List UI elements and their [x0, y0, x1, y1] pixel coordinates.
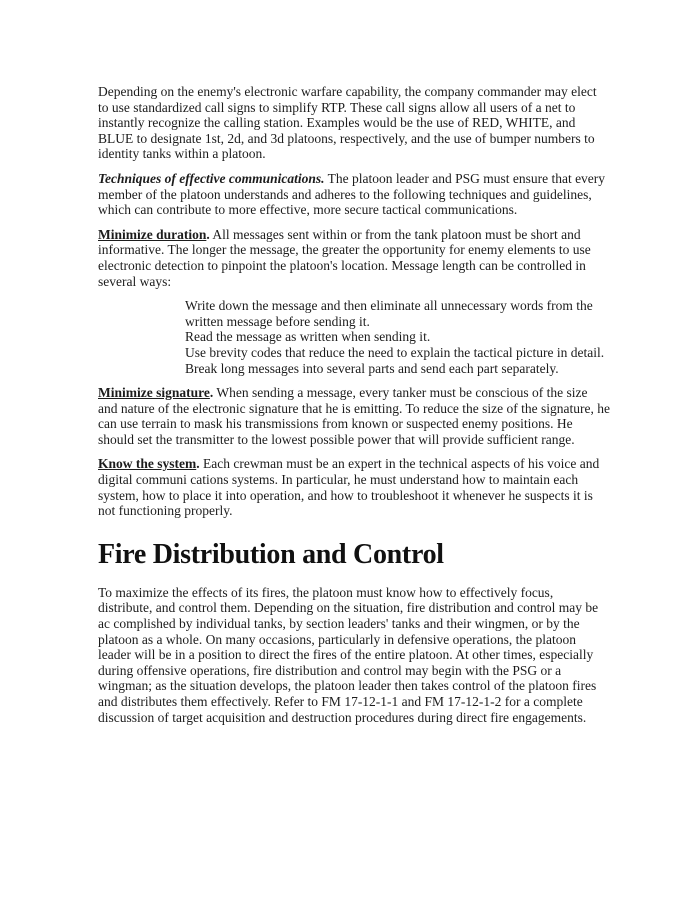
paragraph-fire-distribution — [98, 585, 610, 725]
paragraph-know-the-system — [98, 456, 610, 518]
know-the-system-lead: Know the system — [98, 456, 197, 472]
section-heading-fire-distribution: Fire Distribution and Control — [98, 538, 444, 570]
list-item: Write down the message and then eliminate all unnecessary words from the written message before sending it. — [185, 298, 593, 329]
techniques-body: The platoon leader and PSG must ensure that every member of the platoon understands and adheres to the following techniques and guidelines, which can contribute to more effective, more secure tactical communications. — [98, 170, 606, 218]
duration-methods-list — [185, 298, 610, 376]
minimize-duration-period: . — [206, 226, 210, 242]
minimize-duration-lead: Minimize duration — [98, 226, 207, 242]
techniques-lead: Techniques of effective communications. — [98, 170, 325, 186]
know-the-system-period: . — [196, 456, 200, 472]
minimize-signature-period: . — [209, 385, 214, 401]
minimize-signature-body: When sending a message, every tanker must be conscious of the size and nature of the electronic signature that he is emitting. To reduce the size of the signature, he can use terrain to mask his transmissions from known or suspected enemy positions. He should set the transmitter to the lowest possible power that will provide sufficient range. — [98, 385, 610, 447]
paragraph-minimize-duration — [98, 227, 610, 289]
minimize-duration-body: All messages sent within or from the tank platoon must be short and informative. The longer the message, the greater the opportunity for enemy elements to use electronic detection to pinpoint the platoon's location. Message length can be controlled in several ways: — [98, 226, 591, 289]
paragraph-techniques — [98, 171, 610, 218]
list-item: Use brevity codes that reduce the need to explain the tactical picture in detail. — [185, 344, 605, 360]
list-item: Read the message as written when sending it. — [185, 329, 431, 345]
paragraph-call-signs-text: Depending on the enemy's electronic warfare capability, the company commander may elect to use standardized call signs to simplify RTP. These call signs allow all users of a net to instantly recognize the calling station. Examples would be the use of RED, WHITE, and BLUE to designate 1st, 2d, and 3d platoons, respectively, and the use of bumper numbers to identity tanks within a platoon. — [98, 84, 597, 162]
paragraph-minimize-signature — [98, 385, 610, 447]
list-item: Break long messages into several parts and send each part separately. — [185, 360, 559, 376]
paragraph-fire-distribution-text: To maximize the effects of its fires, the platoon must know how to effectively focus, distribute, and control them. Depending on the situation, fire distribution and control may be ac complished by individual tanks, by section leaders' tanks and their wingmen, or by the platoon as a whole. On many occasions, particularly in defensive operations, the platoon leader will be in a position to direct the fires of the entire platoon. At other times, especially during offensive operations, fire distribution and control may begin with the PSG or a wingman; as the situation develops, the platoon leader then takes control of the platoon fires and distributes them effectively. Refer to FM 17-12-1-1 and FM 17-12-1-2 for a complete discussion of target acquisition and destruction procedures during direct fire engagements. — [98, 584, 599, 725]
know-the-system-body: Each crewman must be an expert in the technical aspects of his voice and digital communi cations systems. In particular, he must understand how to maintain each system, how to place it into operation, and how to troubleshoot it whenever he suspects it is not functioning properly. — [98, 456, 600, 519]
minimize-signature-lead: Minimize signature — [98, 385, 210, 401]
paragraph-call-signs — [98, 84, 610, 162]
